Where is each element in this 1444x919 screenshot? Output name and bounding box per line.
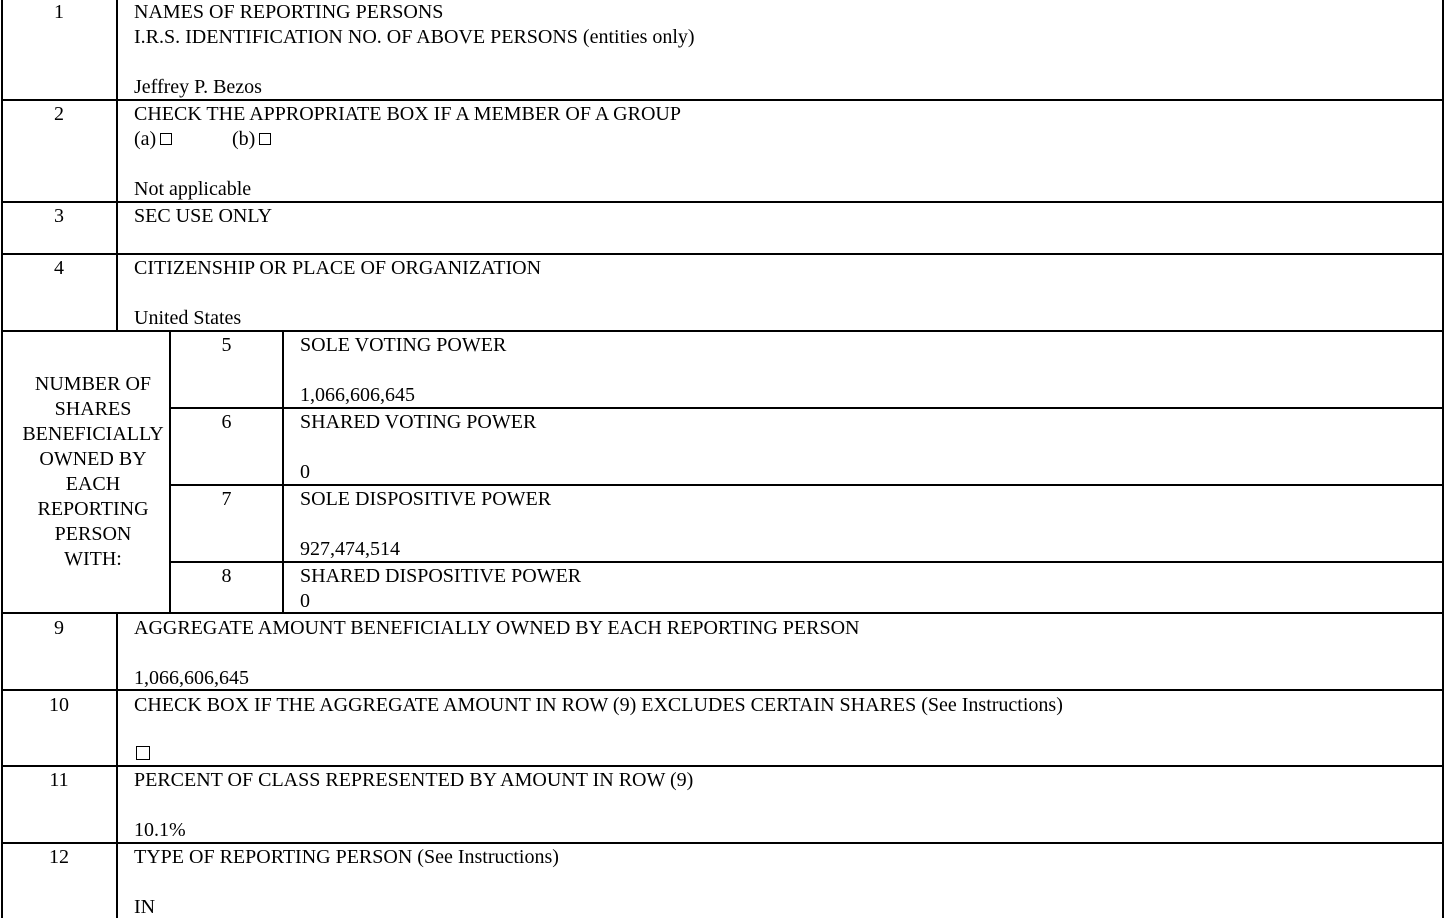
column-separator [116, 0, 118, 331]
field-value: 0 [300, 590, 310, 612]
field-value: IN [134, 896, 156, 918]
label-line: WITH: [64, 548, 122, 570]
label-line: BENEFICIALLY [22, 423, 164, 445]
field-value: 10.1% [134, 819, 186, 841]
label-line: OWNED BY [39, 448, 147, 470]
field-value: 1,066,606,645 [134, 667, 249, 689]
option-a-label: (a) [134, 128, 157, 150]
row-number: 8 [221, 565, 232, 587]
row-separator [1, 201, 1444, 203]
label-line: SHARES [54, 398, 132, 420]
field-title: TYPE OF REPORTING PERSON (See Instructions) [134, 846, 559, 868]
checkbox-b[interactable] [259, 133, 271, 145]
row-number: 9 [54, 617, 64, 639]
option-b-label: (b) [232, 128, 256, 150]
field-title: CHECK BOX IF THE AGGREGATE AMOUNT IN ROW (9) EXCLUDES CERTAIN SHARES (See Instructions) [134, 694, 1063, 716]
field-title: SOLE DISPOSITIVE POWER [300, 488, 552, 510]
group-option-b [232, 127, 271, 151]
row-separator [1, 99, 1444, 101]
field-title: NAMES OF REPORTING PERSONS [134, 1, 444, 23]
label-line: REPORTING [37, 498, 149, 520]
field-value: Jeffrey P. Bezos [134, 76, 262, 98]
row-separator [169, 407, 1444, 409]
field-value: Not applicable [134, 178, 252, 200]
row-number: 1 [54, 1, 64, 23]
row-separator [1, 765, 1444, 767]
exclude-shares-checkbox[interactable] [136, 746, 150, 760]
field-title: SEC USE ONLY [134, 205, 273, 227]
row-separator [169, 561, 1444, 563]
field-title: SHARED DISPOSITIVE POWER [300, 565, 582, 587]
field-title: CHECK THE APPROPRIATE BOX IF A MEMBER OF A GROUP [134, 103, 681, 125]
row-number: 7 [221, 488, 232, 510]
row-separator [1, 612, 1444, 614]
field-title: PERCENT OF CLASS REPRESENTED BY AMOUNT IN ROW (9) [134, 769, 694, 791]
field-value: 927,474,514 [300, 538, 400, 560]
column-separator [116, 613, 118, 918]
row-number: 4 [54, 257, 64, 279]
shares-block-label [14, 372, 172, 572]
field-value: 1,066,606,645 [300, 384, 415, 406]
row-separator [169, 484, 1444, 486]
row-separator [1, 842, 1444, 844]
field-title: SHARED VOTING POWER [300, 411, 537, 433]
field-title: AGGREGATE AMOUNT BENEFICIALLY OWNED BY EACH REPORTING PERSON [134, 617, 860, 639]
label-line: NUMBER OF [34, 373, 152, 395]
row-number: 12 [49, 846, 69, 868]
row-separator [1, 330, 1444, 332]
field-subtitle: I.R.S. IDENTIFICATION NO. OF ABOVE PERSONS (entities only) [134, 26, 695, 48]
row-number: 3 [54, 205, 64, 227]
label-line: EACH [65, 473, 121, 495]
row-number: 6 [221, 411, 232, 433]
column-separator [282, 331, 284, 613]
row-separator [1, 253, 1444, 255]
row-number: 2 [54, 103, 64, 125]
field-title: CITIZENSHIP OR PLACE OF ORGANIZATION [134, 257, 542, 279]
label-line: PERSON [54, 523, 132, 545]
group-option-a [134, 127, 172, 151]
field-value: United States [134, 307, 242, 329]
row-number: 5 [221, 334, 232, 356]
field-title: SOLE VOTING POWER [300, 334, 507, 356]
row-number: 11 [49, 769, 69, 791]
row-number: 10 [49, 694, 69, 716]
checkbox-a[interactable] [160, 133, 172, 145]
field-value: 0 [300, 461, 310, 483]
